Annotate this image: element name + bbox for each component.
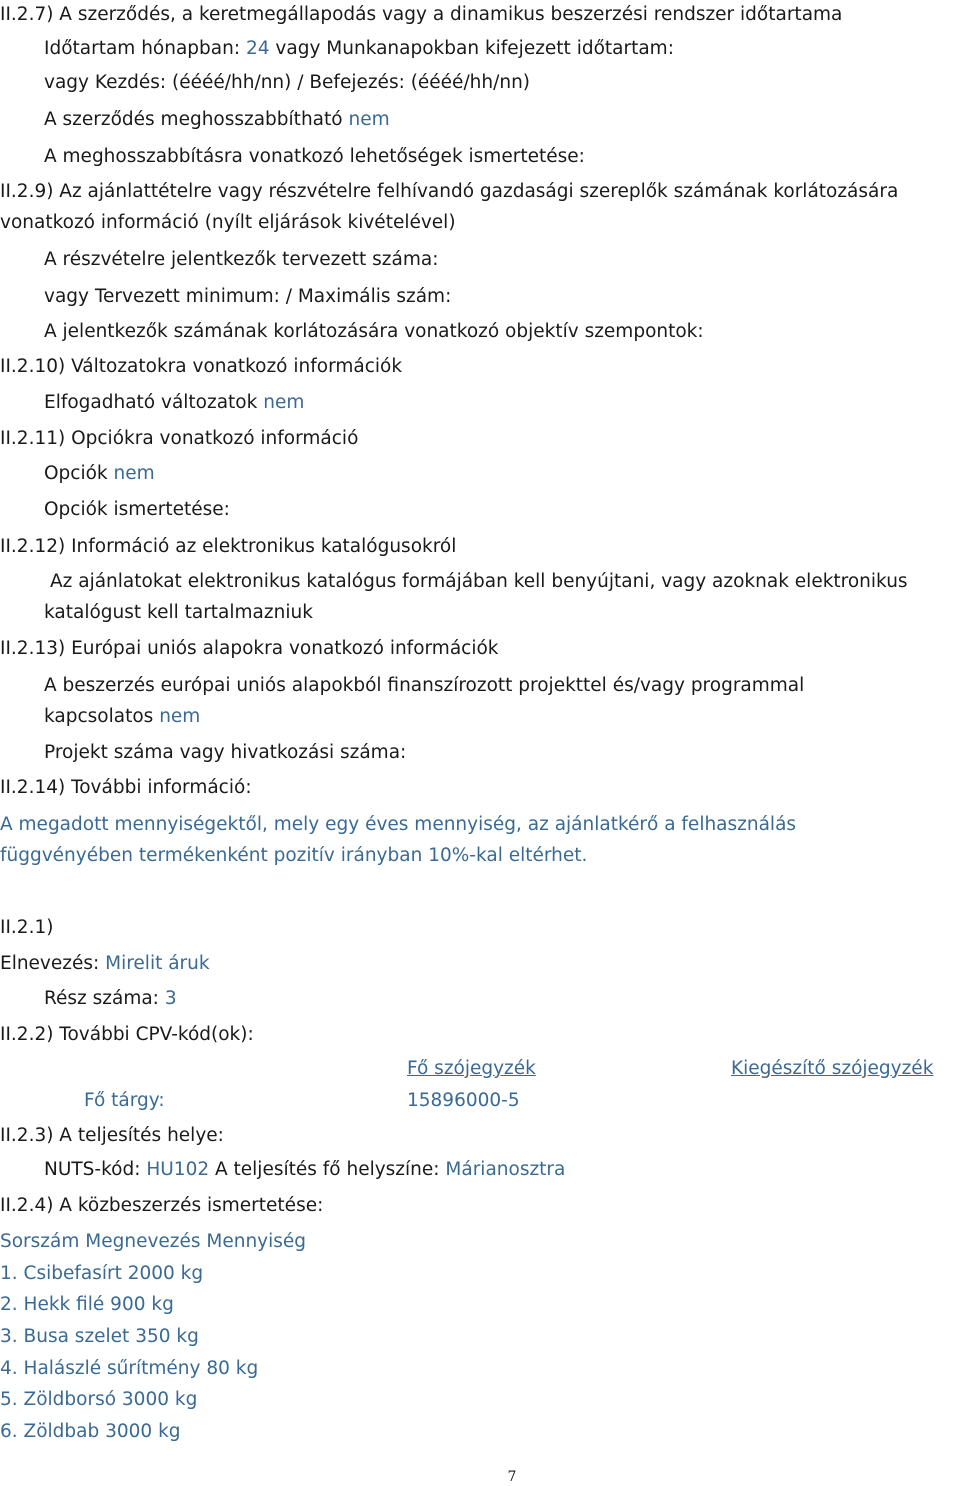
name-label: Elnevezés: bbox=[0, 953, 100, 974]
options-description: Opciók ismertetése: bbox=[44, 499, 230, 520]
place-line bbox=[44, 1158, 565, 1182]
list-item: 4. Halászlé sűrítmény 80 kg bbox=[0, 1358, 259, 1379]
part-line bbox=[44, 987, 177, 1011]
place-value: Márianosztra bbox=[445, 1159, 566, 1180]
variants-label: Elfogadható változatok bbox=[44, 392, 258, 413]
page-number: 7 bbox=[507, 1469, 517, 1485]
duration-label: Időtartam hónapban: bbox=[44, 38, 241, 59]
cpv-main-object-label: Fő tárgy: bbox=[84, 1090, 165, 1111]
variants-value: nem bbox=[263, 392, 305, 413]
name-line bbox=[0, 952, 210, 976]
renewal-description: A meghosszabbításra vonatkozó lehetőségek ismertetése: bbox=[44, 146, 585, 167]
section-heading-2-2-12: II.2.12) Információ az elektronikus katalógusokról bbox=[0, 536, 457, 557]
list-item: 1. Csibefasírt 2000 kg bbox=[0, 1263, 204, 1284]
duration-value: 24 bbox=[245, 38, 270, 59]
variants-line bbox=[44, 391, 304, 415]
renewable-value: nem bbox=[348, 109, 390, 130]
options-line bbox=[44, 462, 155, 486]
cpv-main-vocabulary-header: Fő szójegyzék bbox=[407, 1058, 536, 1079]
list-item: 6. Zöldbab 3000 kg bbox=[0, 1421, 181, 1442]
nuts-label: NUTS-kód: bbox=[44, 1159, 141, 1180]
renewable-line bbox=[44, 108, 390, 132]
catalogue-text-cont: katalógust kell tartalmazniuk bbox=[44, 602, 313, 623]
renewable-label: A szerződés meghosszabbítható bbox=[44, 109, 343, 130]
section-heading-2-2-7: II.2.7) A szerződés, a keretmegállapodás vagy a dinamikus beszerzési rendszer időtartama bbox=[0, 4, 843, 25]
eu-funds-text: A beszerzés európai uniós alapokból finanszírozott projekttel és/vagy programmal bbox=[44, 675, 805, 696]
project-number: Projekt száma vagy hivatkozási száma: bbox=[44, 742, 407, 763]
items-table-header: Sorszám Megnevezés Mennyiség bbox=[0, 1231, 307, 1252]
section-heading-2-2-1: II.2.1) bbox=[0, 917, 54, 938]
section-heading-2-2-4: II.2.4) A közbeszerzés ismertetése: bbox=[0, 1195, 324, 1216]
list-item: 2. Hekk filé 900 kg bbox=[0, 1294, 174, 1315]
nuts-value: HU102 bbox=[146, 1159, 210, 1180]
section-heading-2-2-14: II.2.14) További információ: bbox=[0, 777, 252, 798]
eu-funds-label: kapcsolatos bbox=[44, 706, 154, 727]
options-value: nem bbox=[113, 463, 155, 484]
options-label: Opciók bbox=[44, 463, 108, 484]
duration-suffix: vagy Munkanapokban kifejezett időtartam: bbox=[275, 38, 674, 59]
planned-count: A részvételre jelentkezők tervezett száma: bbox=[44, 249, 439, 270]
start-end-line: vagy Kezdés: (éééé/hh/nn) / Befejezés: (éééé/hh/nn) bbox=[44, 72, 531, 93]
catalogue-text: Az ajánlatokat elektronikus katalógus formájában kell benyújtani, vagy azoknak elektronikus bbox=[50, 571, 908, 592]
section-heading-2-2-9: II.2.9) Az ajánlattételre vagy részvételre felhívandó gazdasági szereplők számának korlátozására bbox=[0, 181, 899, 202]
part-value: 3 bbox=[164, 988, 177, 1009]
list-item: 3. Busa szelet 350 kg bbox=[0, 1326, 199, 1347]
section-heading-2-2-9-cont: vonatkozó információ (nyílt eljárások kivételével) bbox=[0, 212, 456, 233]
additional-info-text: A megadott mennyiségektől, mely egy éves mennyiség, az ajánlatkérő a felhasználás bbox=[0, 814, 797, 835]
place-label: A teljesítés fő helyszíne: bbox=[215, 1159, 440, 1180]
part-label: Rész száma: bbox=[44, 988, 159, 1009]
cpv-supplementary-vocabulary-header: Kiegészítő szójegyzék bbox=[731, 1058, 934, 1079]
criteria-line: A jelentkezők számának korlátozására vonatkozó objektív szempontok: bbox=[44, 321, 704, 342]
min-max-line: vagy Tervezett minimum: / Maximális szám: bbox=[44, 286, 452, 307]
section-heading-2-2-2: II.2.2) További CPV-kód(ok): bbox=[0, 1024, 254, 1045]
eu-funds-value: nem bbox=[159, 706, 201, 727]
section-heading-2-2-10: II.2.10) Változatokra vonatkozó információk bbox=[0, 356, 403, 377]
duration-line bbox=[44, 37, 674, 61]
section-heading-2-2-3: II.2.3) A teljesítés helye: bbox=[0, 1125, 224, 1146]
eu-funds-line bbox=[44, 705, 200, 729]
list-item: 5. Zöldborsó 3000 kg bbox=[0, 1389, 198, 1410]
additional-info-text-cont: függvényében termékenként pozitív irányban 10%-kal eltérhet. bbox=[0, 845, 588, 866]
section-heading-2-2-11: II.2.11) Opciókra vonatkozó információ bbox=[0, 428, 359, 449]
name-value: Mirelit áruk bbox=[105, 953, 210, 974]
cpv-main-object-code: 15896000-5 bbox=[407, 1090, 520, 1111]
section-heading-2-2-13: II.2.13) Európai uniós alapokra vonatkozó információk bbox=[0, 638, 499, 659]
